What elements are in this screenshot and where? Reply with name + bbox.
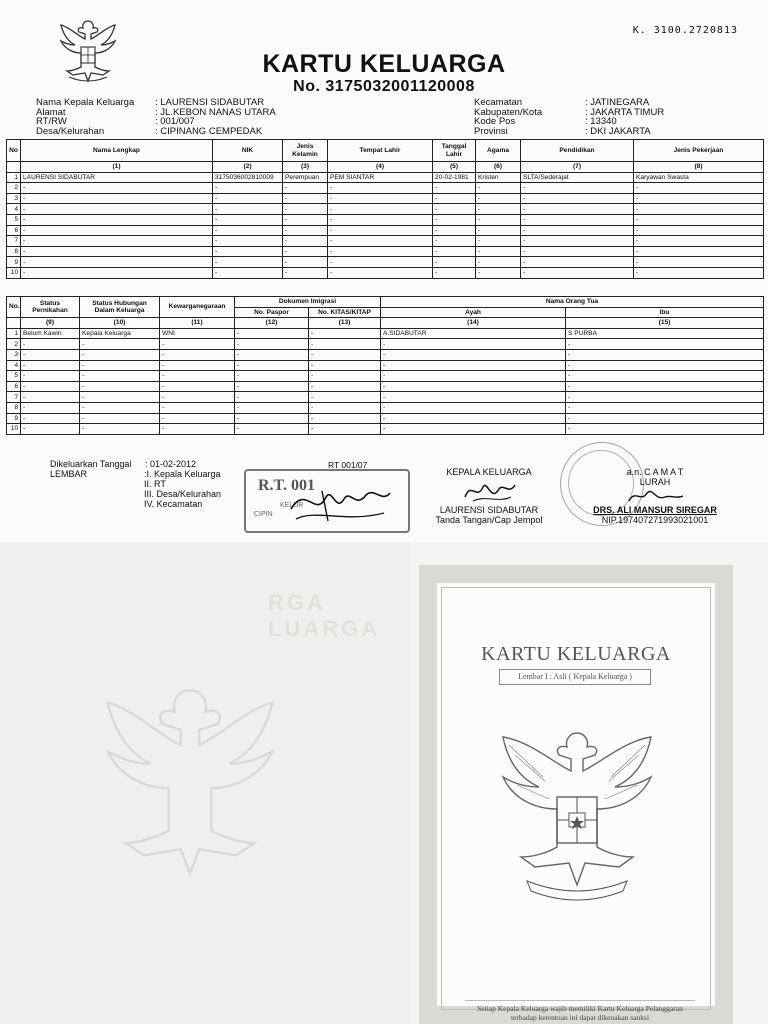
table2-index-row: [7, 318, 764, 329]
table-cell: -: [634, 246, 764, 257]
table-row: [7, 246, 764, 257]
table-cell: 9: [7, 257, 21, 268]
table-cell: -: [213, 183, 283, 194]
table-cell: 10: [7, 267, 21, 278]
table-cell: -: [160, 339, 235, 350]
index-cell: (8): [634, 162, 764, 173]
table-cell: -: [381, 413, 566, 424]
table-cell: -: [476, 267, 521, 278]
table-cell: 6: [7, 381, 21, 392]
rt-stamp-text: R.T. 001: [258, 477, 316, 494]
col-full-name: Nama Lengkap: [21, 140, 213, 162]
table-cell: Perempuan: [283, 172, 328, 183]
table-cell: -: [381, 371, 566, 382]
table-cell: -: [433, 225, 476, 236]
table-cell: -: [21, 413, 80, 424]
table-cell: -: [433, 246, 476, 257]
index-cell: (4): [328, 162, 433, 173]
index-cell: (7): [521, 162, 634, 173]
head-name-label: Nama Kepala Keluarga: [36, 97, 135, 108]
table-cell: -: [328, 214, 433, 225]
serial-number: K. 3100.2720813: [632, 25, 738, 36]
table-cell: -: [521, 236, 634, 247]
table-cell: -: [433, 204, 476, 215]
table-cell: 10: [7, 424, 21, 435]
table-cell: -: [566, 349, 764, 360]
table-cell: -: [634, 214, 764, 225]
table-row: [7, 193, 764, 204]
cover-note: Setiap Kepala Keluarga wajib memiliki Kartu Keluarga Pelanggaran terhadap ketentuan ini dapat dikenakan sanksi: [465, 1000, 695, 1022]
table-cell: -: [433, 214, 476, 225]
table-cell: -: [309, 328, 381, 339]
table-cell: -: [235, 349, 309, 360]
table-row: [7, 225, 764, 236]
table-cell: -: [21, 360, 80, 371]
table-cell: -: [213, 236, 283, 247]
document-title: KARTU KELUARGA: [262, 50, 506, 78]
table-cell: -: [433, 267, 476, 278]
index-cell: (10): [80, 318, 160, 329]
table-cell: -: [235, 402, 309, 413]
province-label: Provinsi: [474, 125, 508, 137]
index-cell: (12): [235, 318, 309, 329]
table-row: [7, 328, 764, 339]
table-cell: -: [521, 225, 634, 236]
table-cell: 5: [7, 214, 21, 225]
table-row: [7, 402, 764, 413]
rt-stamp: [244, 460, 410, 533]
table-cell: 8: [7, 402, 21, 413]
table-row: [7, 360, 764, 371]
table-cell: -: [566, 339, 764, 350]
issued-date: : 01-02-2012: [145, 459, 197, 469]
table-cell: -: [21, 392, 80, 403]
table-cell: -: [521, 257, 634, 268]
table-row: [7, 381, 764, 392]
province-value: : DKI JAKARTA: [585, 125, 651, 137]
table-cell: -: [283, 225, 328, 236]
table-cell: -: [381, 392, 566, 403]
col-father: Ayah: [381, 307, 566, 318]
table-cell: 20-02-1981: [433, 172, 476, 183]
copy-item: II. RT: [144, 479, 166, 489]
table-cell: -: [235, 413, 309, 424]
table-cell: -: [21, 339, 80, 350]
address-value: : JL.KEBON NANAS UTARA: [155, 106, 276, 118]
table-cell: -: [80, 381, 160, 392]
table-cell: -: [160, 381, 235, 392]
table-cell: -: [21, 204, 213, 215]
table-cell: -: [80, 349, 160, 360]
col-birthplace: Tempat Lahir: [328, 140, 433, 162]
table-cell: -: [476, 214, 521, 225]
table-row: [7, 424, 764, 435]
index-cell: (2): [213, 162, 283, 173]
col-mother: Ibu: [566, 307, 764, 318]
table-cell: -: [634, 225, 764, 236]
cover-page: [419, 565, 733, 1024]
index-cell: (15): [566, 318, 764, 329]
family-status-table: [6, 296, 764, 435]
table-cell: -: [21, 246, 213, 257]
table-cell: -: [309, 381, 381, 392]
table-cell: -: [213, 246, 283, 257]
col2-no: No.: [7, 297, 21, 318]
table-cell: -: [160, 360, 235, 371]
index-cell: (6): [476, 162, 521, 173]
official-name: DRS. ALI MANSUR SIREGAR: [593, 505, 717, 515]
col-education: Pendidikan: [521, 140, 634, 162]
table-cell: -: [381, 360, 566, 371]
table-cell: -: [235, 381, 309, 392]
index-cell: [7, 162, 21, 173]
table-cell: -: [476, 257, 521, 268]
district-value: : JATINEGARA: [585, 97, 650, 108]
table-cell: -: [235, 371, 309, 382]
table-cell: -: [476, 193, 521, 204]
table-cell: Belum Kawin: [21, 328, 80, 339]
index-cell: (13): [309, 318, 381, 329]
table-cell: -: [566, 381, 764, 392]
kepala-title: KEPALA KELUARGA: [446, 467, 532, 477]
table-row: [7, 413, 764, 424]
col-religion: Agama: [476, 140, 521, 162]
table-cell: 4: [7, 204, 21, 215]
table-cell: -: [476, 183, 521, 194]
copy-item: :I. Kepala Keluarga: [144, 469, 221, 479]
table-cell: -: [634, 267, 764, 278]
table-row: [7, 349, 764, 360]
table-cell: -: [634, 204, 764, 215]
city-value: : JAKARTA TIMUR: [585, 106, 665, 118]
table-cell: Kepala Keluarga: [80, 328, 160, 339]
col-gender: Jenis Kelamin: [283, 140, 328, 162]
table-cell: -: [21, 183, 213, 194]
table-cell: S PURBA: [566, 328, 764, 339]
table-cell: -: [521, 204, 634, 215]
table-row: [7, 339, 764, 350]
table-cell: -: [80, 392, 160, 403]
table-cell: -: [309, 371, 381, 382]
table-row: [7, 183, 764, 194]
table-cell: -: [21, 225, 213, 236]
table-cell: Kristen: [476, 172, 521, 183]
table-cell: -: [566, 371, 764, 382]
table-row: [7, 236, 764, 247]
col-relationship: Status Hubungan Dalam Keluarga: [80, 297, 160, 318]
table-cell: -: [328, 204, 433, 215]
index-cell: (9): [21, 318, 80, 329]
kepala-name: LAURENSI SIDABUTAR: [439, 505, 539, 515]
table-cell: -: [328, 236, 433, 247]
table-cell: -: [283, 246, 328, 257]
col-immigration-docs: Dokumen Imigrasi: [235, 297, 381, 308]
table-cell: -: [433, 236, 476, 247]
kepala-caption: Tanda Tangan/Cap Jempol: [435, 515, 543, 525]
table-cell: -: [328, 193, 433, 204]
table1-index-row: [7, 162, 764, 173]
table-cell: -: [328, 225, 433, 236]
table-cell: 2: [7, 339, 21, 350]
table-cell: -: [521, 193, 634, 204]
rtrw-label: RT/RW: [36, 116, 67, 128]
village-label: Desa/Kelurahan: [36, 125, 105, 137]
table-cell: -: [381, 349, 566, 360]
table-cell: -: [160, 371, 235, 382]
table-cell: WNI: [160, 328, 235, 339]
rtrw-value: : 001/007: [155, 116, 195, 128]
table-cell: -: [160, 413, 235, 424]
table-cell: 4: [7, 360, 21, 371]
postal-value: : 13340: [585, 116, 617, 128]
table-cell: 5: [7, 371, 21, 382]
table-cell: PEM SIANTAR: [328, 172, 433, 183]
index-cell: [7, 318, 21, 329]
table-row: [7, 267, 764, 278]
table-cell: -: [80, 424, 160, 435]
cover-subtitle: Lembar I : Asli ( Kepala Keluarga ): [499, 669, 651, 685]
col-marital-status: Status Pernikahan: [21, 297, 80, 318]
table-cell: -: [521, 246, 634, 257]
table-cell: 7: [7, 392, 21, 403]
table-cell: -: [476, 246, 521, 257]
table-cell: -: [283, 214, 328, 225]
header-left: [36, 98, 276, 136]
table-cell: Karyawan Swasta: [634, 172, 764, 183]
table-cell: -: [235, 392, 309, 403]
table-cell: -: [521, 267, 634, 278]
table-cell: -: [80, 371, 160, 382]
table-cell: -: [21, 193, 213, 204]
table-cell: -: [21, 381, 80, 392]
table-cell: -: [566, 392, 764, 403]
sheet-label: LEMBAR: [50, 469, 88, 479]
table-cell: -: [80, 413, 160, 424]
table-cell: -: [283, 267, 328, 278]
table-cell: -: [521, 214, 634, 225]
table-cell: -: [381, 402, 566, 413]
table-row: [7, 392, 764, 403]
table-cell: -: [160, 392, 235, 403]
table-cell: -: [213, 204, 283, 215]
copy-list: [144, 469, 221, 509]
issued-label: Dikeluarkan Tanggal: [50, 459, 132, 469]
col-occupation: Jenis Pekerjaan: [634, 140, 764, 162]
garuda-pancasila-icon: [487, 715, 667, 915]
table-cell: -: [328, 183, 433, 194]
table-cell: -: [566, 413, 764, 424]
official-signature-icon: [625, 487, 685, 505]
table-cell: -: [21, 214, 213, 225]
table-cell: -: [566, 402, 764, 413]
document-number: No. 3175032001120008: [293, 78, 475, 95]
official-nip: NIP.197407271993021001: [601, 515, 709, 525]
rt-stamp-sub2: CIPIN: [254, 511, 273, 518]
camat-line2: LURAH: [639, 477, 671, 487]
table-cell: -: [309, 349, 381, 360]
postal-label: Kode Pos: [474, 116, 516, 128]
table-cell: -: [21, 267, 213, 278]
table-cell: LAURENSI SIDABUTAR: [21, 172, 213, 183]
table-cell: -: [283, 183, 328, 194]
table-cell: -: [433, 193, 476, 204]
table-cell: 1: [7, 172, 21, 183]
back-page: [0, 542, 410, 1024]
index-cell: (11): [160, 318, 235, 329]
head-signature-icon: [459, 477, 519, 505]
city-label: Kabupaten/Kota: [474, 106, 543, 118]
rt-note: RT 001/07: [328, 460, 368, 470]
table-cell: -: [283, 193, 328, 204]
rt-stamp-sub: KELUR: [280, 502, 304, 509]
table-cell: -: [309, 392, 381, 403]
table-cell: -: [213, 225, 283, 236]
table-cell: -: [213, 267, 283, 278]
head-of-family-block: [430, 467, 548, 525]
table-cell: -: [21, 349, 80, 360]
copy-item: IV. Kecamatan: [144, 499, 203, 509]
table-cell: -: [309, 413, 381, 424]
table-cell: 9: [7, 413, 21, 424]
table-cell: 8: [7, 246, 21, 257]
col-nik: NIK: [213, 140, 283, 162]
table-cell: -: [80, 339, 160, 350]
table-cell: -: [634, 183, 764, 194]
table-cell: -: [283, 236, 328, 247]
table-cell: -: [160, 349, 235, 360]
table-cell: -: [328, 267, 433, 278]
table-cell: -: [328, 246, 433, 257]
table-cell: A.SIDABUTAR: [381, 328, 566, 339]
family-members-table: [6, 139, 764, 279]
address-label: Alamat: [36, 106, 66, 118]
col-citizenship: Kewarganegaraan: [160, 297, 235, 318]
table-cell: -: [381, 424, 566, 435]
index-cell: (5): [433, 162, 476, 173]
table-cell: -: [235, 424, 309, 435]
table-cell: -: [309, 402, 381, 413]
table-cell: -: [521, 183, 634, 194]
cover-title: KARTU KELUARGA: [481, 643, 671, 665]
table-cell: -: [634, 257, 764, 268]
table-cell: 7: [7, 236, 21, 247]
table-cell: 1: [7, 328, 21, 339]
table-cell: 3175036002810009: [213, 172, 283, 183]
table-cell: -: [80, 402, 160, 413]
table-cell: -: [21, 424, 80, 435]
table-cell: -: [213, 257, 283, 268]
rt-signature-icon: [286, 479, 396, 527]
table-cell: 3: [7, 193, 21, 204]
table-cell: -: [160, 402, 235, 413]
table-cell: -: [213, 214, 283, 225]
table-cell: -: [283, 257, 328, 268]
camat-line1: a.n. C A M A T: [626, 467, 684, 477]
table-row: [7, 204, 764, 215]
table-cell: -: [476, 204, 521, 215]
header-right: [474, 98, 664, 136]
table-cell: -: [634, 193, 764, 204]
index-cell: (14): [381, 318, 566, 329]
col-birthdate: Tanggal Lahir: [433, 140, 476, 162]
table-cell: -: [433, 257, 476, 268]
index-cell: (1): [21, 162, 213, 173]
table-cell: -: [634, 236, 764, 247]
table-cell: -: [235, 360, 309, 371]
table-cell: -: [160, 424, 235, 435]
table-cell: SLTA/Sederajat: [521, 172, 634, 183]
table-cell: -: [309, 360, 381, 371]
table-cell: -: [235, 328, 309, 339]
faded-garuda-icon: [85, 672, 295, 892]
ghost-title: RGA LUARGA: [268, 590, 381, 641]
table-cell: -: [21, 236, 213, 247]
table-cell: -: [21, 371, 80, 382]
table-cell: -: [21, 402, 80, 413]
table-cell: -: [381, 339, 566, 350]
index-cell: (3): [283, 162, 328, 173]
table-cell: -: [566, 424, 764, 435]
table-cell: -: [21, 257, 213, 268]
col-passport: No. Paspor: [235, 307, 309, 318]
table-row: [7, 257, 764, 268]
official-block: [590, 467, 720, 525]
table-cell: -: [381, 381, 566, 392]
table-cell: 6: [7, 225, 21, 236]
copy-item: III. Desa/Kelurahan: [144, 489, 222, 499]
table-cell: 2: [7, 183, 21, 194]
table-cell: -: [476, 225, 521, 236]
table-cell: -: [328, 257, 433, 268]
table-cell: -: [566, 360, 764, 371]
table-cell: -: [80, 360, 160, 371]
table-cell: -: [433, 183, 476, 194]
table-row: [7, 371, 764, 382]
table-cell: -: [309, 339, 381, 350]
col-kitas: No. KITAS/KITAP: [309, 307, 381, 318]
table-cell: -: [235, 339, 309, 350]
table-cell: 3: [7, 349, 21, 360]
village-value: : CIPINANG CEMPEDAK: [155, 125, 263, 137]
table-cell: -: [283, 204, 328, 215]
table-cell: -: [476, 236, 521, 247]
col-parents: Nama Orang Tua: [381, 297, 764, 308]
district-label: Kecamatan: [474, 97, 523, 108]
table-cell: -: [309, 424, 381, 435]
head-name-value: : LAURENSI SIDABUTAR: [155, 97, 265, 108]
table-cell: -: [213, 193, 283, 204]
table-row: [7, 214, 764, 225]
table-row: [7, 172, 764, 183]
col-no: No: [7, 140, 21, 162]
